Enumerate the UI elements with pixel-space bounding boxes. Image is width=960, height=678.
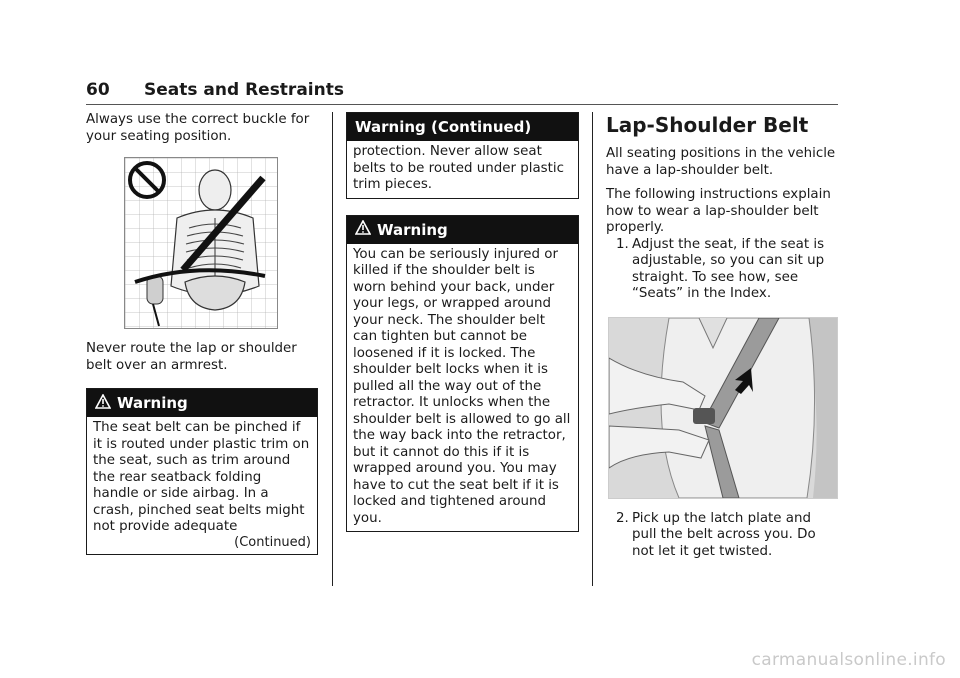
column-1 — [86, 112, 318, 555]
column-divider — [332, 112, 333, 586]
list-item — [606, 511, 838, 561]
watermark: carmanualsonline.info — [751, 650, 946, 670]
warning-body-2: You can be seriously injured or killed if the shoulder belt is worn behind your back, under your legs, or wrapped around your neck. The shoulder belt can tighten but cannot be loosened if it is locked. The shoulder belt locks when it is pulled all the way out of the retractor. It unlocks when the shoulder belt is allowed to go all the way back into the retractor, but it cannot do this if it is wrapped around you. You may have to cut the seat belt if it is locked and tightened around you. — [353, 246, 571, 526]
armrest-text: Never route the lap or shoulder belt over an armrest. — [86, 341, 297, 373]
armrest-belt-illustration — [124, 157, 278, 329]
step-text: Adjust the seat, if the seat is adjustable, so you can sit up straight. To see how, see “Seats” in the Index. — [632, 236, 825, 301]
warning-box-2 — [346, 215, 579, 533]
continued-label: (Continued) — [234, 534, 311, 550]
warning-header-2 — [347, 216, 578, 244]
step-number: 1. — [616, 236, 629, 252]
lap-shoulder-belt-illustration — [608, 317, 838, 499]
warning-body: The seat belt can be pinched if it is routed under plastic trim on the seat, such as trim around the rear seatback folding handle or side airbag. In a crash, pinched seat belts might not provide adequate — [93, 420, 310, 534]
list-item — [606, 237, 838, 303]
section-heading: Lap-Shoulder Belt — [606, 113, 809, 137]
warning-continued-header: Warning (Continued) — [347, 113, 578, 141]
warning-triangle-icon — [355, 216, 371, 244]
warning-continued-body: protection. Never allow seat belts to be routed under plastic trim pieces. — [353, 144, 564, 192]
page-header — [86, 80, 838, 105]
warning-continued-box — [346, 112, 579, 199]
column-3 — [606, 112, 838, 560]
steps-list — [606, 237, 838, 303]
warning-title-2: Warning — [377, 220, 448, 239]
warning-title: Warning — [117, 394, 188, 412]
step-text: Pick up the latch plate and pull the belt across you. Do not let it get twisted. — [632, 510, 816, 559]
section-title: Seats and Restraints — [144, 80, 344, 100]
column-2 — [346, 112, 579, 532]
step-number: 2. — [616, 510, 629, 526]
steps-list-2 — [606, 511, 838, 561]
intro-paragraph: All seating positions in the vehicle have a lap-shoulder belt. — [606, 146, 836, 178]
warning-triangle-icon — [95, 390, 111, 418]
warning-header — [87, 389, 317, 417]
warning-box — [86, 388, 318, 555]
instructions-paragraph: The following instructions explain how to wear a lap-shoulder belt properly. — [606, 187, 831, 235]
intro-text: Always use the correct buckle for your seating position. — [86, 112, 310, 144]
page-number: 60 — [86, 80, 110, 100]
column-divider — [592, 112, 593, 586]
